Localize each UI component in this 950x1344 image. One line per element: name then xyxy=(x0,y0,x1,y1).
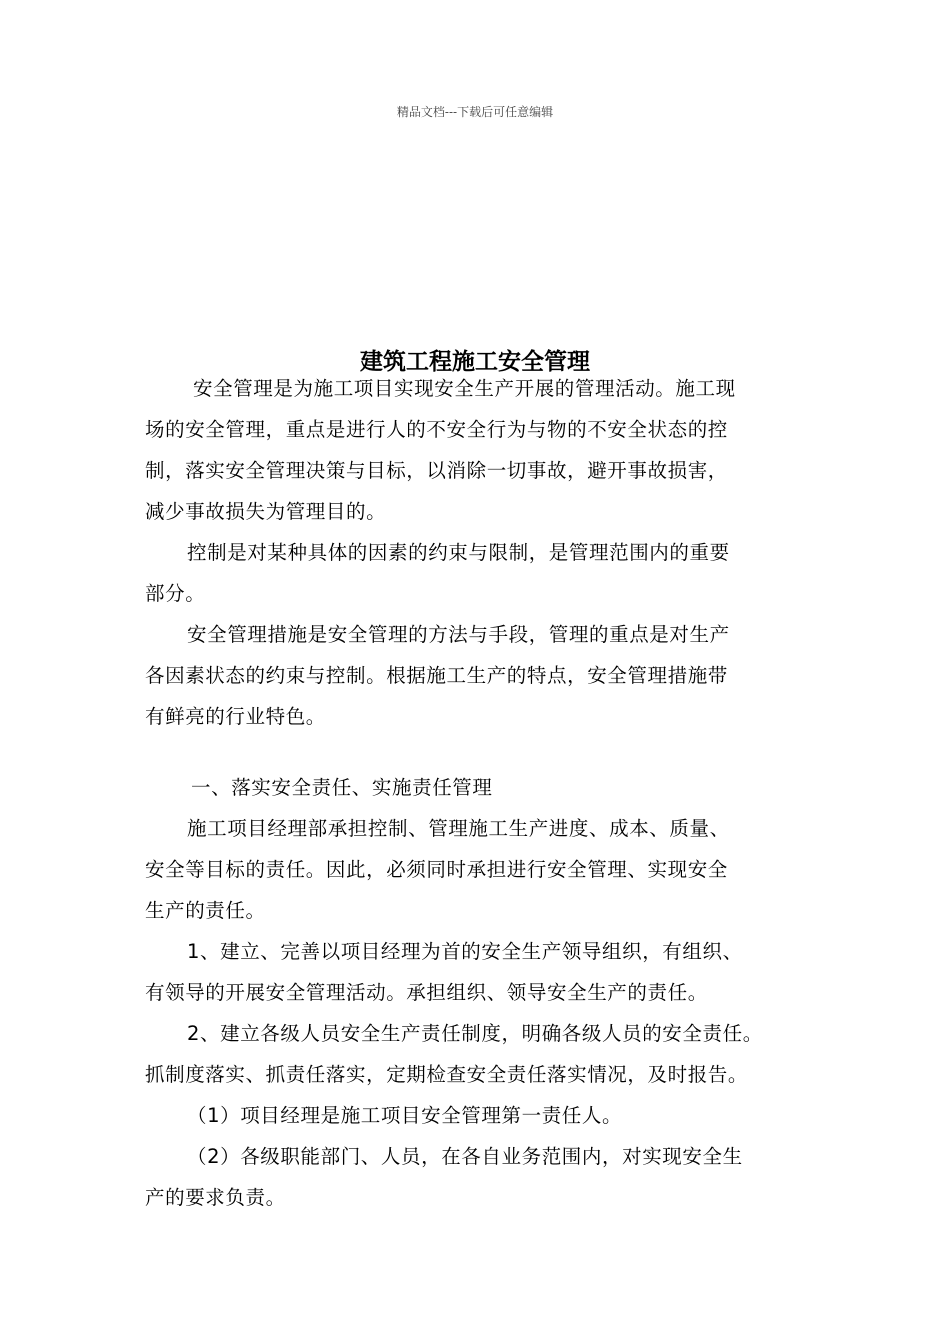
paragraph-line: 安全管理是为施工项目实现安全生产开展的管理活动。施工现 xyxy=(193,377,736,400)
paragraph-line: 制，落实安全管理决策与目标，以消除一切事故，避开事故损害， xyxy=(145,459,728,482)
paragraph-line: 安全管理措施是安全管理的方法与手段，管理的重点是对生产 xyxy=(187,623,730,646)
document-body xyxy=(145,372,817,1215)
paragraph-line: 施工项目经理部承担控制、管理施工生产进度、成本、质量、 xyxy=(187,817,730,840)
paragraph-line: 控制是对某种具体的因素的约束与限制，是管理范围内的重要 xyxy=(187,541,730,564)
paragraph-line: 抓制度落实、抓责任落实，定期检查安全责任落实情况，及时报告。 xyxy=(145,1063,749,1086)
paragraph-line: 有鲜亮的行业特色。 xyxy=(145,705,326,728)
document-title: 建筑工程施工安全管理 xyxy=(360,348,590,375)
section-heading: 一、落实安全责任、实施责任管理 xyxy=(191,776,493,799)
header-note: 精品文档---下载后可任意编辑 xyxy=(396,105,554,119)
paragraph-line: 产的要求负责。 xyxy=(145,1186,286,1209)
paragraph-line: 减少事故损失为管理目的。 xyxy=(145,500,387,523)
paragraph-line: 1、建立、完善以项目经理为首的安全生产领导组织，有组织、 xyxy=(187,940,743,963)
paragraph-line: 安全等目标的责任。因此，必须同时承担进行安全管理、实现安全 xyxy=(145,858,728,881)
paragraph-line: 场的安全管理，重点是进行人的不安全行为与物的不安全状态的控 xyxy=(145,418,728,441)
paragraph-line: 2、建立各级人员安全生产责任制度，明确各级人员的安全责任。 xyxy=(187,1022,763,1045)
paragraph-line: 生产的责任。 xyxy=(145,899,266,922)
paragraph-line: （2）各级职能部门、人员，在各自业务范围内，对实现安全生 xyxy=(187,1145,743,1168)
paragraph-line: （1）项目经理是施工项目安全管理第一责任人。 xyxy=(187,1104,623,1127)
paragraph-line: 各因素状态的约束与控制。根据施工生产的特点，安全管理措施带 xyxy=(145,664,728,687)
paragraph-line: 部分。 xyxy=(145,582,206,605)
paragraph-line: 有领导的开展安全管理活动。承担组织、领导安全生产的责任。 xyxy=(145,981,708,1004)
